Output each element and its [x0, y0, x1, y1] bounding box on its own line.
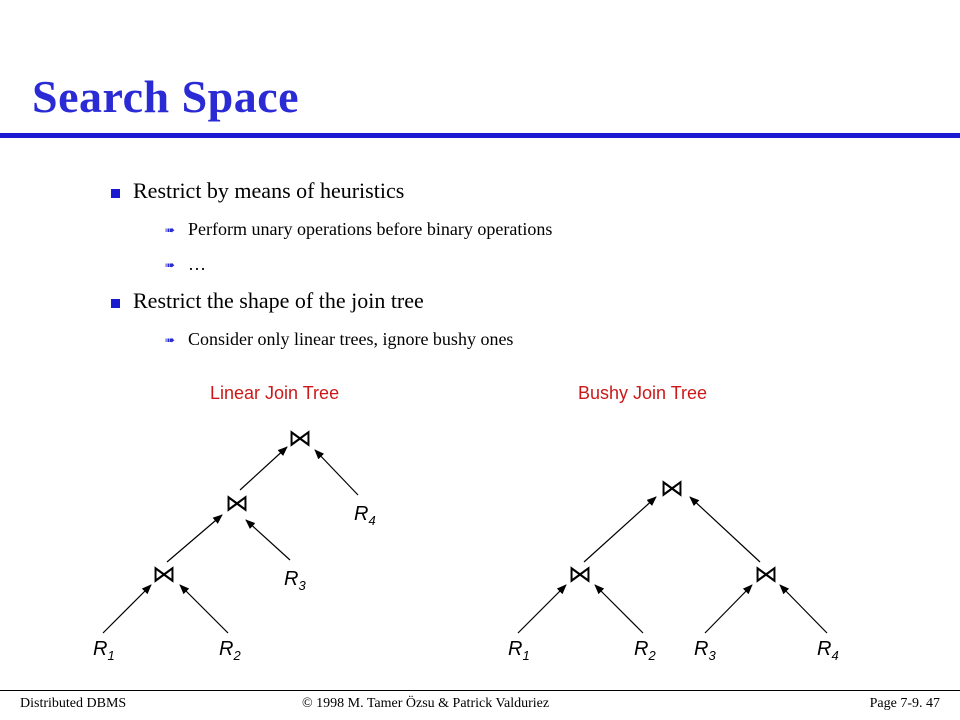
relation-r4: $R_4$ [354, 503, 376, 528]
footer-left: Distributed DBMS [20, 696, 127, 711]
bullet-text: Restrict by means of heuristics [133, 178, 405, 203]
join-icon: ⋈ [568, 560, 592, 588]
slide-title: Search Space [32, 71, 300, 122]
join-icon: ⋈ [152, 560, 176, 588]
join-icon: ⋈ [288, 424, 312, 452]
footer-page-number: Page 7-9. 47 [869, 696, 940, 711]
edge [584, 497, 656, 562]
join-icon: ⋈ [754, 560, 778, 588]
edge [780, 585, 827, 633]
relation-r3: $R_3$ [284, 568, 306, 593]
sub-bullet-text: … [188, 254, 206, 274]
join-icon: ⋈ [225, 489, 249, 517]
linear-tree-title: Linear Join Tree [210, 383, 340, 403]
edge [595, 585, 643, 633]
relation-r4: $R_4$ [817, 638, 839, 663]
arrow-bullet-icon: ➠ [165, 333, 176, 347]
arrow-bullet-icon: ➠ [165, 258, 176, 272]
join-icon: ⋈ [660, 474, 684, 502]
edge [180, 585, 228, 633]
sub-bullet-text: Consider only linear trees, ignore bushy ones [188, 329, 514, 349]
relation-r1: $R_1$ [508, 638, 530, 663]
edge [315, 450, 358, 495]
relation-r2: $R_2$ [634, 638, 656, 663]
bullet-text: Restrict the shape of the join tree [133, 288, 424, 313]
relation-r1: $R_1$ [93, 638, 115, 663]
edge [103, 585, 151, 633]
edge [167, 515, 222, 562]
footer-divider [0, 690, 960, 691]
relation-r2: $R_2$ [219, 638, 241, 663]
arrow-bullet-icon: ➠ [165, 223, 176, 237]
linear-join-tree [93, 424, 376, 663]
relation-r3: $R_3$ [694, 638, 716, 663]
edge [705, 585, 752, 633]
edge [240, 447, 287, 490]
bushy-join-tree [508, 474, 839, 663]
sub-bullet-text: Perform unary operations before binary operations [188, 219, 553, 239]
footer-center: © 1998 M. Tamer Özsu & Patrick Valduriez [302, 696, 550, 711]
edge [690, 497, 760, 562]
edge [518, 585, 566, 633]
edge [246, 520, 290, 560]
bushy-tree-title: Bushy Join Tree [578, 383, 708, 403]
